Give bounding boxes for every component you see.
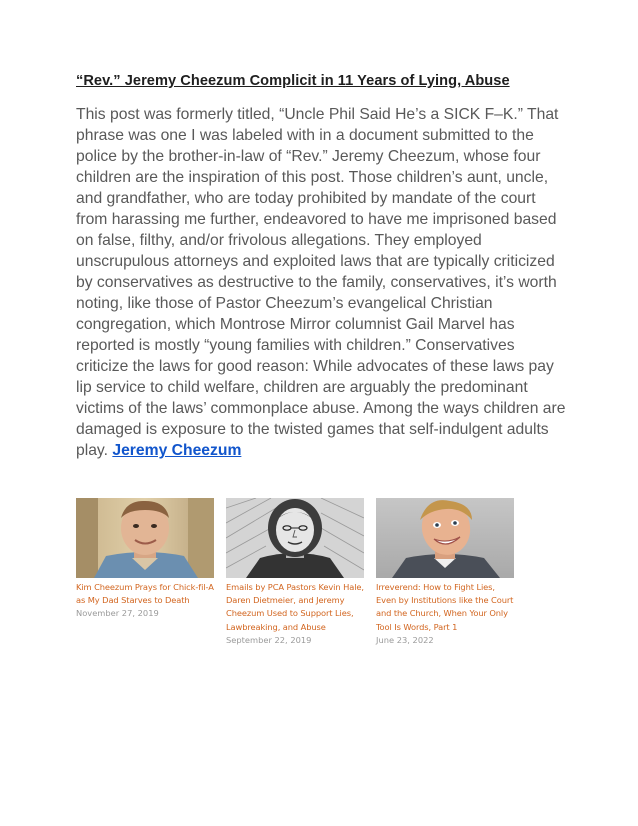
- jeremy-cheezum-link[interactable]: Jeremy Cheezum: [112, 442, 242, 459]
- related-post-date: June 23, 2022: [376, 634, 434, 645]
- related-post-date: November 27, 2019: [76, 608, 159, 619]
- related-post-title[interactable]: Emails by PCA Pastors Kevin Hale, Daren Dietmeier, and Jeremy Cheezum Used to Support Lies, Lawbreaking, and Abuse: [226, 582, 364, 632]
- related-post-card[interactable]: [76, 498, 214, 621]
- man-portrait-image: [76, 498, 214, 578]
- related-post-card[interactable]: [226, 498, 364, 647]
- related-post-thumbnail[interactable]: [226, 498, 364, 578]
- related-post-thumbnail[interactable]: [76, 498, 214, 578]
- article-body-text: This post was formerly titled, “Uncle Phil Said He’s a SICK F–K.” That phrase was one I was labeled with in a document submitted to the police by the brother-in-law of “Rev.” Jeremy Cheezum, whose four children are the inspiration of this post. Those children’s aunt, uncle, and grandfather, who are today prohibited by mandate of the court from harassing me further, endeavored to have me imprisoned based on false, filthy, and/or frivolous allegations. They employed unscrupulous attorneys and exploited laws that are typically criticized by conservatives as destructive to the family, conservatives, it’s worth noting, like those of Pastor Cheezum’s evangelical Christian congregation, which Montrose Mirror columnist Gail Marvel has reported is mostly “young families with children.” Conservatives criticize the laws for good reason: While advocates of these laws pay lip service to child welfare, children are arguably the predominant victims of the laws’ commonplace abuse. Among the ways children are damaged is exposure to the twisted games that self-indulgent adults play.: [76, 106, 566, 459]
- man-portrait-image: [376, 498, 514, 578]
- sketch-portrait-image: [226, 498, 364, 578]
- related-post-date: September 22, 2019: [226, 634, 312, 645]
- article-body: [76, 104, 568, 461]
- related-post-title[interactable]: Kim Cheezum Prays for Chick-fil-A as My Dad Starves to Death: [76, 582, 214, 606]
- related-post-thumbnail[interactable]: [376, 498, 514, 578]
- related-post-title[interactable]: Irreverend: How to Fight Lies, Even by Institutions like the Court and the Church, When Your Only Tool Is Words, Part 1: [376, 582, 514, 632]
- article-title: “Rev.” Jeremy Cheezum Complicit in 11 Years of Lying, Abuse: [76, 73, 510, 89]
- related-post-card[interactable]: [376, 498, 514, 647]
